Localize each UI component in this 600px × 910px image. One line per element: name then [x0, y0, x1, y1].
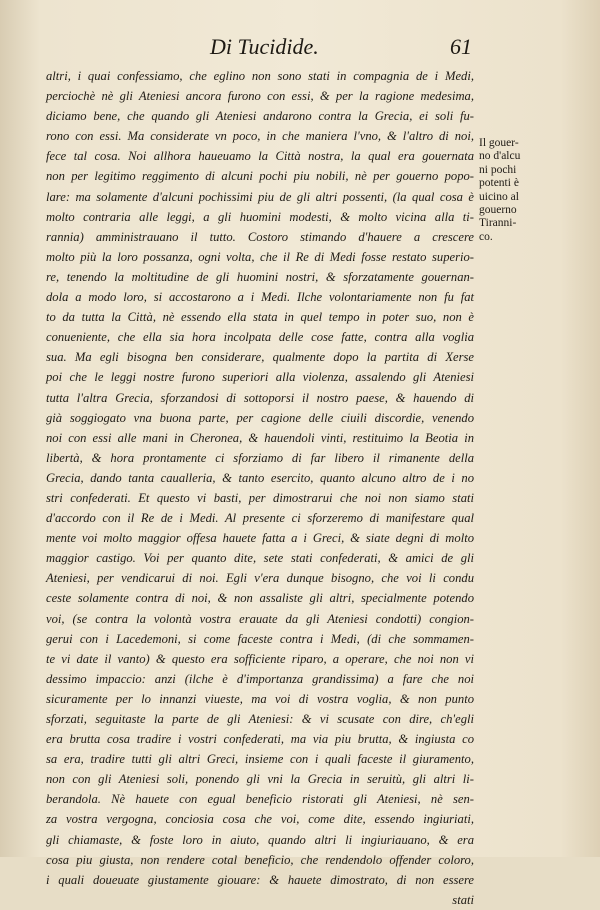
text-line: te vi date il vanto) & questo era sofficiente riparo, a operare, che noi non vi: [46, 651, 474, 666]
margin-note-line: Il gouer-: [479, 137, 519, 149]
text-line: rannia) amministrauano il tutto. Costoro stimando d'hauere a crescere: [46, 229, 474, 244]
text-line: conueniente, che ella sia hora incolpata delle cose fatte, contra alla voglia: [46, 330, 474, 345]
text-line: za vostra vergogna, conciosia cosa che voi, come dite, essendo ingiuriati,: [46, 812, 474, 827]
text-line: già soggiogato vna buona parte, per cagione delle ciuili discordie, venendo: [46, 410, 474, 425]
margin-note-line: uicino al: [479, 190, 519, 203]
text-line: berandola. Nè hauete con egual beneficio ristorati gli Ateniesi, nè sen-: [46, 792, 474, 807]
text-line: Ateniesi, per vendicarui di noi. Egli v'era dunque bisogno, che voi li condu: [46, 571, 474, 586]
text-line: gerui con i Lacedemoni, si come faceste contra i Medi, (di che sommamen-: [46, 631, 474, 646]
text-line: dola a modo loro, si accostarono a i Medi. Ilche volontariamente non fu fat: [46, 290, 474, 305]
running-title: Di Tucidide.: [210, 34, 319, 59]
text-line: maggior castigo. Voi per quanto dite, sete stati confederati, & amici de gli: [46, 551, 474, 566]
text-line: altri, i quai confessiamo, che eglino non sono stati in compagnia de i Medi,: [46, 69, 474, 83]
text-line: lare: ma solamente d'alcuni pochissimi piu de gli altri possenti, (la qual cosa è: [46, 189, 474, 204]
margin-note-line: gouerno: [479, 204, 517, 217]
catchword: stati: [452, 892, 474, 907]
margin-note: [479, 137, 539, 244]
text-line: i quali doueuate giustamente giouare: & hauete dimostrato, di non essere: [46, 872, 474, 887]
text-line: libertà, & hora prontamente ci sforziamo di far libero il rimanente della: [46, 450, 474, 465]
text-line: sa era, tradire tutti gli altri Greci, insieme con i quali faceste il giuramento,: [46, 752, 474, 767]
margin-note-line: co.: [479, 230, 493, 243]
text-line: sforzati, seguitaste la parte de gli Ateniesi: & vi scusate con dire, ch'egli: [46, 712, 474, 726]
text-line: fece tal cosa. Noi allhora haueuamo la Città nostra, la qual era gouernata: [46, 149, 474, 164]
text-line: era brutta cosa tradire i vostri confederati, ma via piu brutta, & ingiusta co: [46, 732, 474, 747]
margin-note-line: ni pochi: [479, 163, 517, 176]
page-number: 61: [450, 34, 472, 59]
text-line: stri confederati. Et questo vi basti, per dimostrarui che noi non siamo stati: [46, 490, 474, 505]
text-line: gli chiamaste, & foste loro in aiuto, quando altri li ingiuriauano, & era: [46, 832, 474, 847]
text-line: diciamo bene, che quando gli Ateniesi andarono contra la Grecia, ei soli fu-: [46, 109, 474, 124]
text-line: poi che le leggi nostre furono superiori alla violenza, assalendo gli Ateniesi: [46, 370, 474, 385]
text-line: molto più la loro possanza, ogni volta, che il Re di Medi fosse restato superio-: [46, 249, 474, 264]
text-line: Grecia, dando tanta caualleria, & tanto esercito, quanto alcuno altro de i no: [46, 470, 474, 485]
margin-note-line: potenti è: [479, 177, 519, 190]
text-line: non con gli Ateniesi soli, ponendo gli vni la Grecia in seruitù, gli altri li-: [46, 772, 474, 787]
text-line: to da tutta la Città, nè essendo ella stata in quel tempo in poter suo, non è: [46, 310, 474, 325]
text-line: ceste solamente contra di noi, & non assaliste gli altri, specialmente potendo: [46, 591, 474, 606]
text-line: mente voi molto maggior offesa hauete fatta a i Greci, & siate degni di molto: [46, 531, 474, 546]
text-line: perciochè nè gli Ateniesi ancora furono con essi, & per la ragione medesima,: [46, 89, 474, 104]
text-line: rono con essi. Ma considerate vn poco, in che maniera l'vno, & l'altro di noi,: [46, 129, 474, 144]
text-line: voi, (se contra la volontà vostra erauate da gli Ateniesi condotti) congion-: [46, 611, 474, 626]
text-line: dessimo impaccio: anzi (ilche è d'importanza grandissima) a fare che noi: [46, 671, 474, 686]
text-line: sua. Ma egli bisogna ben considerare, qualmente dopo la partita di Xerse: [46, 350, 474, 365]
text-line: d'accordo con il Re de i Medi. Al presente ci sforzeremo di manifestare qual: [46, 511, 474, 526]
text-line: cosa piu giusta, non rendere cotal beneficio, che rendendolo offender coloro,: [46, 852, 474, 867]
text-line: re, tenendo la moltitudine de gli huomini nostri, & sforzatamente gouernan-: [46, 269, 474, 284]
margin-note-line: Tiranni-: [479, 217, 517, 230]
text-line: noi con essi alle mani in Cheronea, & hauendoli vinti, restituimo la Beotia in: [46, 430, 474, 445]
text-line: non per legitimo reggimento di alcuni pochi piu nobili, nè per gouerno popo-: [46, 169, 474, 184]
text-line: tutta l'altra Grecia, sforzandosi di sottoporsi il nostro paese, & hauendo di: [46, 390, 474, 405]
text-line: sicuramente per lo innanzi viueste, ma voi di vostra voglia, & non punto: [46, 691, 474, 706]
margin-note-line: no d'alcu: [479, 150, 521, 163]
text-line: molto contraria alle leggi, a gli huomini modesti, & molto vicina alla ti-: [46, 209, 474, 224]
body-text: [46, 66, 474, 910]
